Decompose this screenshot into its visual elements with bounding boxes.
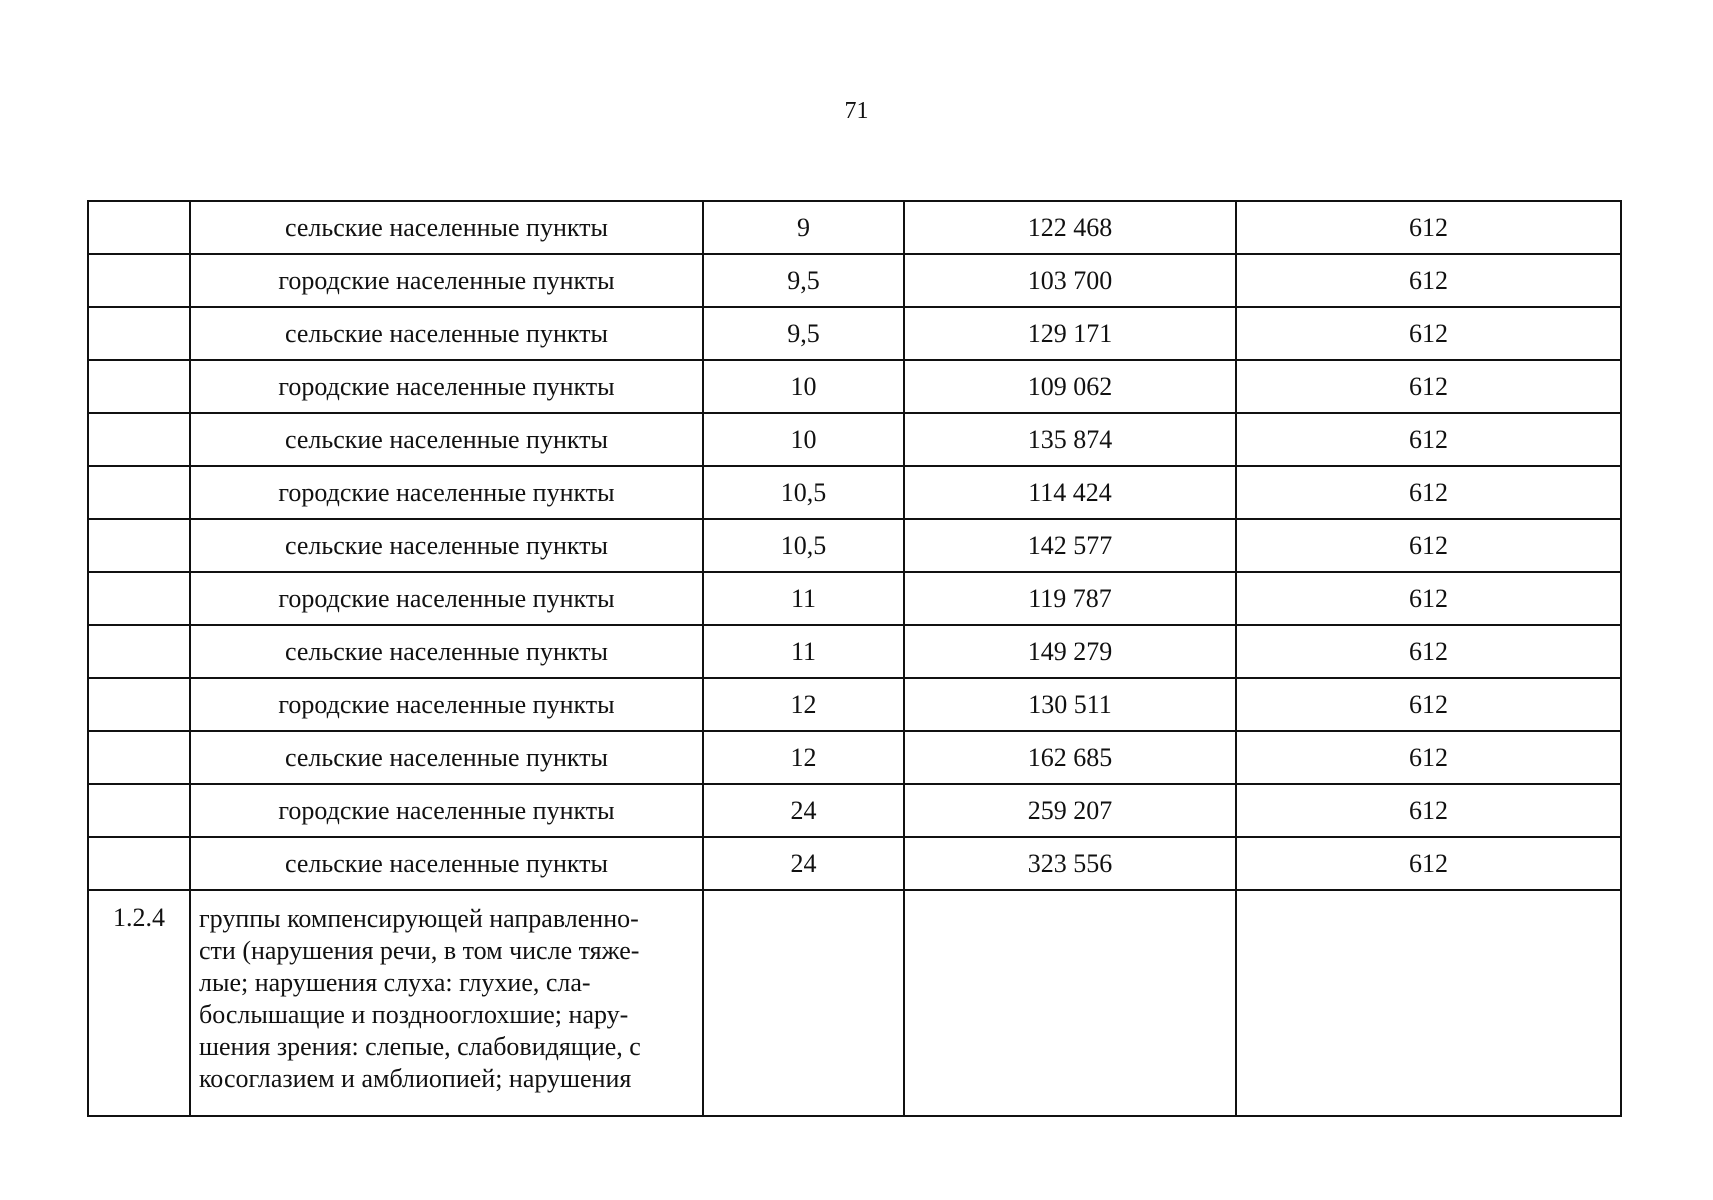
table-row xyxy=(88,784,1621,837)
row-number-cell xyxy=(88,254,190,307)
cost-cell: 129 171 xyxy=(904,307,1236,360)
cost-cell: 149 279 xyxy=(904,625,1236,678)
table-row xyxy=(88,360,1621,413)
table-row xyxy=(88,572,1621,625)
table-row xyxy=(88,307,1621,360)
code-cell: 612 xyxy=(1236,307,1621,360)
row-number-cell xyxy=(88,201,190,254)
cost-cell: 103 700 xyxy=(904,254,1236,307)
description-line: бослышащие и позднооглохшие; нару- xyxy=(199,1000,629,1029)
code-cell: 612 xyxy=(1236,201,1621,254)
settlement-type-cell: сельские населенные пункты xyxy=(190,201,703,254)
row-number-cell xyxy=(88,360,190,413)
table-row xyxy=(88,837,1621,890)
table-row xyxy=(88,466,1621,519)
settlement-type-cell: сельские населенные пункты xyxy=(190,625,703,678)
hours-cell: 12 xyxy=(703,731,904,784)
settlement-type-cell: сельские населенные пункты xyxy=(190,519,703,572)
cost-cell: 142 577 xyxy=(904,519,1236,572)
hours-cell: 10,5 xyxy=(703,519,904,572)
settlement-type-cell: городские населенные пункты xyxy=(190,784,703,837)
settlement-type-cell: сельские населенные пункты xyxy=(190,731,703,784)
cost-cell: 109 062 xyxy=(904,360,1236,413)
hours-cell: 12 xyxy=(703,678,904,731)
description-line: косоглазием и амблиопией; нарушения xyxy=(199,1064,632,1093)
row-number-cell xyxy=(88,837,190,890)
description-line: шения зрения: слепые, слабовидящие, с xyxy=(199,1032,641,1061)
code-cell: 612 xyxy=(1236,625,1621,678)
cost-cell: 162 685 xyxy=(904,731,1236,784)
row-number-cell xyxy=(88,625,190,678)
cost-cell: 323 556 xyxy=(904,837,1236,890)
code-cell: 612 xyxy=(1236,678,1621,731)
description-line: лые; нарушения слуха: глухие, сла- xyxy=(199,968,591,997)
settlement-type-cell: сельские населенные пункты xyxy=(190,307,703,360)
hours-cell: 24 xyxy=(703,837,904,890)
cost-cell: 259 207 xyxy=(904,784,1236,837)
settlement-type-cell: городские населенные пункты xyxy=(190,572,703,625)
hours-cell-empty xyxy=(703,890,904,1116)
settlement-type-cell: сельские населенные пункты xyxy=(190,413,703,466)
settlement-type-cell: городские населенные пункты xyxy=(190,360,703,413)
hours-cell: 10 xyxy=(703,360,904,413)
description-line: группы компенсирующей направленно- xyxy=(199,904,639,933)
table-row xyxy=(88,201,1621,254)
hours-cell: 9,5 xyxy=(703,254,904,307)
table-row-1-2-4 xyxy=(88,890,1621,1116)
description-line: сти (нарушения речи, в том числе тяже- xyxy=(199,936,640,965)
table-row xyxy=(88,519,1621,572)
settlement-type-cell: городские населенные пункты xyxy=(190,254,703,307)
row-number-cell xyxy=(88,519,190,572)
code-cell: 612 xyxy=(1236,784,1621,837)
row-number-cell xyxy=(88,307,190,360)
settlement-type-cell: сельские населенные пункты xyxy=(190,837,703,890)
row-number-cell xyxy=(88,572,190,625)
code-cell: 612 xyxy=(1236,572,1621,625)
table-row xyxy=(88,413,1621,466)
settlement-type-cell: городские населенные пункты xyxy=(190,678,703,731)
code-cell: 612 xyxy=(1236,837,1621,890)
table-row xyxy=(88,254,1621,307)
code-cell: 612 xyxy=(1236,731,1621,784)
table-row xyxy=(88,678,1621,731)
code-cell: 612 xyxy=(1236,360,1621,413)
hours-cell: 9 xyxy=(703,201,904,254)
code-cell: 612 xyxy=(1236,254,1621,307)
hours-cell: 10,5 xyxy=(703,466,904,519)
table-row xyxy=(88,625,1621,678)
hours-cell: 10 xyxy=(703,413,904,466)
row-number-cell xyxy=(88,413,190,466)
hours-cell: 11 xyxy=(703,572,904,625)
cost-cell: 114 424 xyxy=(904,466,1236,519)
settlement-type-cell: городские населенные пункты xyxy=(190,466,703,519)
row-number-cell xyxy=(88,784,190,837)
code-cell: 612 xyxy=(1236,413,1621,466)
code-cell-empty xyxy=(1236,890,1621,1116)
tariff-table xyxy=(87,200,1622,1117)
row-number-cell xyxy=(88,678,190,731)
table-row xyxy=(88,731,1621,784)
row-number-cell xyxy=(88,466,190,519)
cost-cell-empty xyxy=(904,890,1236,1116)
cost-cell: 119 787 xyxy=(904,572,1236,625)
code-cell: 612 xyxy=(1236,466,1621,519)
hours-cell: 9,5 xyxy=(703,307,904,360)
group-description-cell xyxy=(190,890,703,1116)
cost-cell: 135 874 xyxy=(904,413,1236,466)
page-number: 71 xyxy=(844,98,869,124)
cost-cell: 130 511 xyxy=(904,678,1236,731)
hours-cell: 11 xyxy=(703,625,904,678)
code-cell: 612 xyxy=(1236,519,1621,572)
hours-cell: 24 xyxy=(703,784,904,837)
cost-cell: 122 468 xyxy=(904,201,1236,254)
row-number-cell xyxy=(88,731,190,784)
section-number-cell: 1.2.4 xyxy=(88,890,190,1116)
